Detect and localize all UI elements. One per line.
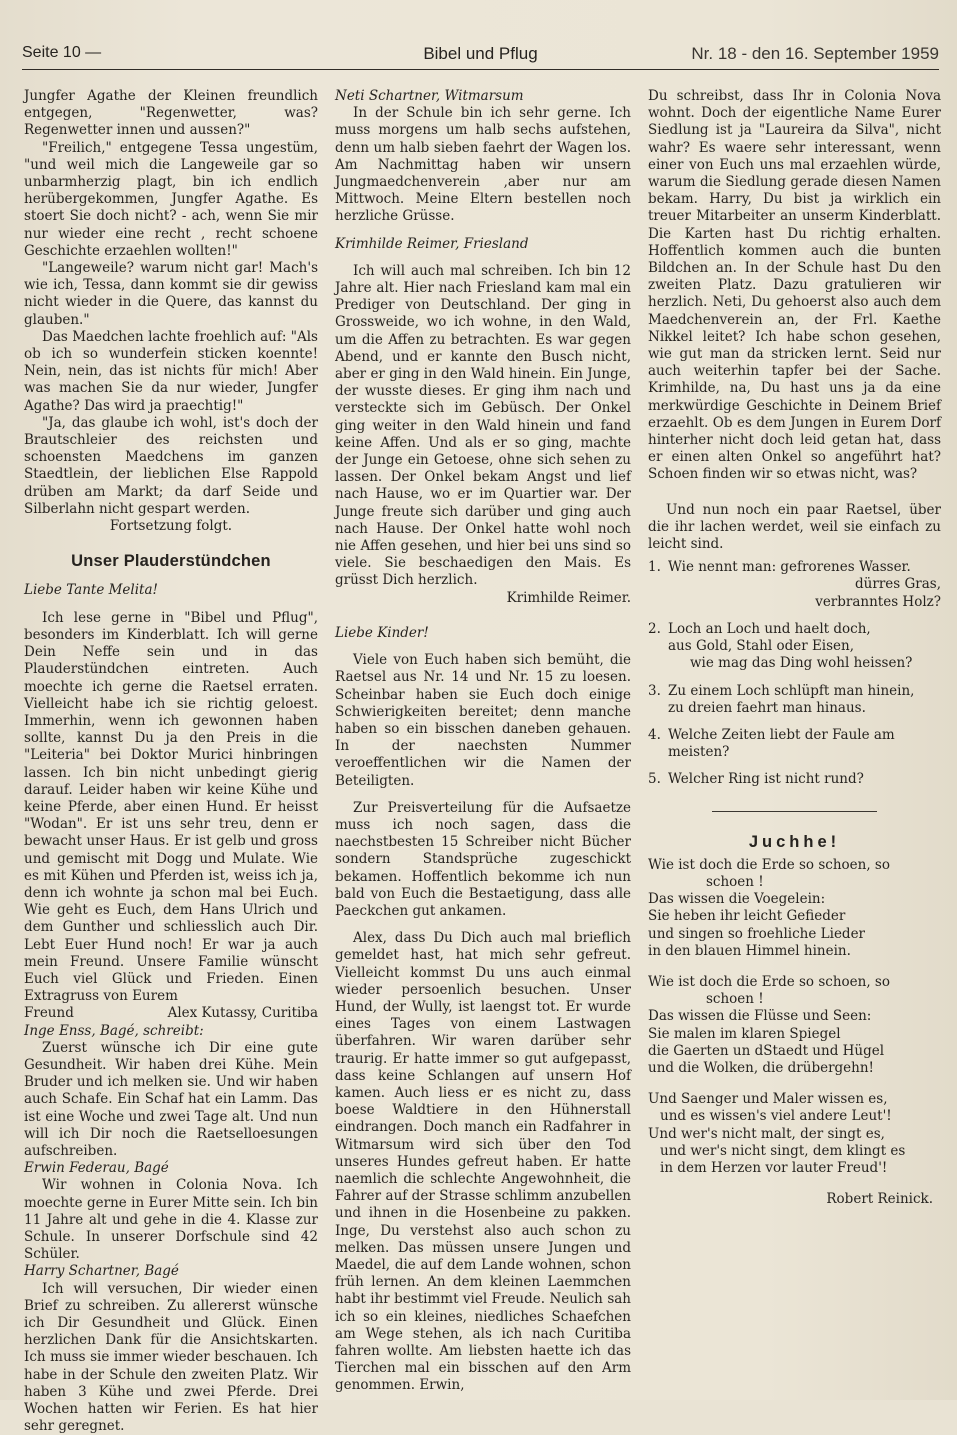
- closing-word: Freund: [24, 1005, 74, 1022]
- poem-line: in den blauen Himmel hinein.: [648, 942, 851, 959]
- spacer: [648, 484, 941, 502]
- page-number: Seite 10 —: [22, 44, 102, 61]
- story-paragraph: Jungfer Agathe der Kleinen freundlich entgegen, "Regenwetter, was? Regenwetter innen und aussen?": [24, 88, 318, 139]
- reply-paragraph: Du schreibst, dass Ihr in Colonia Nova wohnt. Doch der eigentliche Name Eurer Siedlung ist ja "Laureira da Silva", nicht wahr? Es waere sehr interessant, wenn einer von Euch uns mal erzaehlen würde, warum die Siedlung gerade diesen Namen bekam. Harry, Du bist ja wirklich ein treuer Mitarbeiter an unserm Kinderblatt. Die Karten hast Du richtig erhalten. Hoffentlich kommen auch die bunten Bildchen an. In der Schule hast Du den zweiten Platz. Dazu gratulieren wir herzlich. Neti, Du gehoerst also auch dem Maedchenverein an, der Frl. Kaethe Nikkel leitet? Ich habe schon gesehen, wie gut man da stricken lernt. Seid nur auch weiterhin tapfer bei der Sache. Krimhilde, na, Du hast uns ja da eine merkwürdige Geschichte in Deinem Brief erzaehlt. Ob es dem Jungen in Eurem Dorf hinterher nicht doch leid getan hat, dass er einen alten Onkel so angeführt hat? Schoen finden wir so etwas nicht, was?: [648, 88, 941, 483]
- poem-line: schoen !: [706, 873, 764, 890]
- riddle-text: [668, 621, 941, 673]
- column-middle: [335, 88, 631, 1394]
- riddle-line: zu dreien faehrt man hinaus.: [668, 699, 866, 716]
- riddle-number: 5.: [648, 771, 661, 788]
- riddle-number: 4.: [648, 726, 661, 743]
- riddle-list: [648, 559, 941, 788]
- riddle-text: Welcher Ring ist nicht rund?: [668, 771, 864, 788]
- riddle-line: Zu einem Loch schlüpft man hinein,: [668, 682, 915, 699]
- letter-author: Inge Enss, Bagé, schreibt:: [24, 1022, 204, 1039]
- poem-line: in dem Herzen vor lauter Freud'!: [660, 1159, 888, 1176]
- reply-salutation: Liebe Kinder!: [335, 624, 429, 641]
- letter-body: Ich will auch mal schreiben. Ich bin 12 Jahre alt. Hier nach Friesland kam mal ein Prediger von Deutschland. Der ging in Grossweide, wo ich wohne, in den Wald, um die Affen zu betrachten. Es war gegen Abend, und er kannte den Busch nicht, aber er ging in den Wald hinein. Ein Junge, der wusste dieses. Er ging ihm nach und versteckte sich im Gebüsch. Der Onkel ging weiter in den Wald hinein und fand keine Affen. Und als er so ging, machte der Junge ein Getoese, ohne sich sehen zu lassen. Der Onkel bekam Angst und lief nach Hause, wo er im Quartier war. Der Junge freute sich darüber und ging auch nach Hause. Der Onkel hatte wohl noch nie Affen gesehen, und hier bei uns sind so viele. Sie beschaedigen den Mais. Es grüsst Dich herzlich.: [335, 262, 631, 589]
- column-right: [648, 88, 941, 1388]
- spacer: [24, 600, 318, 610]
- letter-body: Zuerst wünsche ich Dir eine gute Gesundheit. Wir haben drei Kühe. Mein Bruder und ich melken sie. Und wir haben auch Schafe. Ein Schaf hat ein Lamm. Das ist eine Woche und zwei Tage alt. Und nun will ich Dir noch die Raetselloesungen aufschreiben.: [24, 1039, 318, 1159]
- spacer: [335, 920, 631, 930]
- spacer: [335, 790, 631, 800]
- poem-stanza: [648, 1091, 941, 1177]
- poem-stanza: [648, 974, 941, 1077]
- riddle-item: [648, 727, 941, 761]
- letter-signature: Alex Kutassy, Curitiba: [167, 1005, 318, 1022]
- letter-author: Neti Schartner, Witmarsum: [335, 88, 524, 104]
- riddle-line: Wie nennt man: gefrorenes Wasser.: [668, 559, 911, 576]
- riddle-item: [648, 683, 941, 717]
- riddle-number: 3.: [648, 682, 661, 699]
- story-paragraph: "Freilich," entgegene Tessa ungestüm, "und weil mich die Langeweile gar so unbarmherzig plagt, bin ich endlich herübergekommen, Jungfer Agathe. Es stoert Sie doch nicht? - ach, wenn Sie mir nur wieder eine recht , recht schoene Geschichte erzaehlen wollten!": [24, 139, 318, 259]
- poem-line: schoen !: [706, 991, 764, 1008]
- letter-body: In der Schule bin ich sehr gerne. Ich muss morgens um halb sechs aufstehen, denn um halb sieben faehrt der Wagen los. Am Nachmittag haben wir unsern Jungmaedchenverein ,aber nur am Mittwoch. Meine Eltern bestellen noch herzliche Grüsse.: [335, 105, 631, 225]
- letter-closing: [24, 1005, 318, 1022]
- section-title: Unser Plauderstündchen: [71, 552, 271, 571]
- poem-title: Juchhe!: [748, 832, 841, 851]
- riddle-text: [668, 683, 941, 717]
- poem-line: Das wissen die Voegelein:: [648, 891, 826, 908]
- riddle-item: [648, 621, 941, 673]
- spacer: [335, 642, 631, 652]
- poem-author: Robert Reinick.: [826, 1191, 933, 1208]
- reply-paragraph: Viele von Euch haben sich bemüht, die Raetsel aus Nr. 14 und Nr. 15 zu loesen. Scheinbar haben sie Euch doch einige Schwierigkeiten bereitet; denn manche haben so ein bisschen daneben gehauen. In der naechsten Nummer veroeffentlichen wir die Namen der Beteiligten.: [335, 652, 631, 789]
- reply-paragraph: Zur Preisverteilung für die Aufsaetze muss ich noch sagen, dass die naechstbesten 15 Schreiber nicht Bücher sondern Standsprüche zugeschickt bekamen. Hoffentlich bekomme ich nun bald von Euch die Bestaetigung, dass alle Paeckchen gut ankamen.: [335, 799, 631, 919]
- spacer: [335, 607, 631, 625]
- riddle-text: Welche Zeiten liebt der Faule am meisten?: [668, 726, 895, 761]
- story-paragraph: Das Maedchen lachte froehlich auf: "Als ob ich so wunderfein sticken koennte! Nein, nein, das ist nichts für mich! Aber was machen Sie da nur wieder, Jungfer Agathe? Das wird ja praechtig!": [24, 328, 318, 414]
- riddle-number: 2.: [648, 620, 661, 637]
- riddle-line: aus Gold, Stahl oder Eisen,: [668, 638, 855, 655]
- riddle-line: wie mag das Ding wohl heissen?: [690, 655, 913, 672]
- header-rule: [22, 69, 939, 70]
- poem-line: und singen so froehliche Lieder: [648, 925, 866, 942]
- riddle-item: [648, 771, 941, 788]
- poem-stanza: [648, 857, 941, 960]
- riddle-number: 1.: [648, 559, 661, 576]
- section-divider: [712, 811, 877, 812]
- poem-line: und die Wolken, die drübergehn!: [648, 1059, 874, 1076]
- reply-paragraph: Alex, dass Du Dich auch mal brieflich gemeldet hast, hat mich sehr gefreut. Vielleicht kommst Du uns auch einmal wieder persoenlich besuchen. Unser Hund, der Wully, ist laengst tot. Er wurde eines Tages von einem Lastwagen überfahren. Wir waren darüber sehr traurig. Er hatte immer so gut aufgepasst, dass keine Schlangen auf unsern Hof kamen. Auch liess er es nicht zu, dass boese Waldtiere in den Hühnerstall eindrangen. Doch manch ein Radfahrer in Witmarsum wird sich über den Tod unseres Hundes gefreut haben. Er hatte naemlich die schlechte Angewohnheit, die Fahrer auf der Strasse schlimm anzubellen und ihnen in die Hosenbeine zu pakken. Inge, Du verstehst also auch schon zu melken. Das müssen unsere Jungen und Maedel, die auf dem Lande wohnen, schon früh lernen. An dem kleinen Laemmchen habt ihr bestimmt viel Freude. Neulich sah ich so ein kleines, niedliches Schaefchen am Wege stehen, als ich nach Curitiba fahren wollte. Am liebsten haette ich das Tierchen mal ein bisschen auf den Arm genommen. Erwin,: [335, 930, 631, 1394]
- issue-date: Nr. 18 - den 16. September 1959: [691, 44, 939, 63]
- poem-line: Sie malen im klaren Spiegel: [648, 1025, 841, 1042]
- story-paragraph: "Langeweile? warum nicht gar! Mach's wie ich, Tessa, dann kommt sie dir gewiss nicht wieder in die Quere, das kannst du glauben.": [24, 260, 318, 328]
- riddle-item: [648, 559, 941, 611]
- poem-line: Und wer's nicht malt, der singt es,: [648, 1125, 885, 1142]
- letter-author: Erwin Federau, Bagé: [24, 1160, 169, 1177]
- riddle-line: verbranntes Holz?: [815, 593, 941, 610]
- letter-author: Harry Schartner, Bagé: [24, 1263, 179, 1280]
- letter-body: Wir wohnen in Colonia Nova. Ich moechte gerne in Eurer Mitte sein. Ich bin 11 Jahre alt und gehe in die 4. Klasse zur Schule. In unserer Dorfschule sind 42 Schüler.: [24, 1177, 318, 1263]
- page-header: [22, 40, 939, 70]
- riddle-text: [668, 559, 941, 611]
- letter-body: Ich will versuchen, Dir wieder einen Brief zu schreiben. Zu allererst wünsche ich Dir Gesundheit und Glück. Einen herzlichen Dank für die Ansichtskarten. Ich muss sie immer wieder beschauen. Ich habe in der Schule den zweiten Platz. Wir haben 3 Kühe und zwei Pferde. Drei Wochen hatten wir Ferien. Es hat hier sehr geregnet.: [24, 1280, 318, 1435]
- poem-line: Wie ist doch die Erde so schoen, so: [648, 856, 890, 873]
- publication-title: Bibel und Pflug: [423, 44, 538, 63]
- letter-salutation: Liebe Tante Melita!: [24, 582, 158, 599]
- riddle-line: Loch an Loch und haelt doch,: [668, 620, 871, 637]
- spacer: [335, 226, 631, 236]
- poem-line: Und Saenger und Maler wissen es,: [648, 1091, 888, 1108]
- story-paragraph: "Ja, das glaube ich wohl, ist's doch der Brautschleier des reichsten und schoensten Maedchens im ganzen Staedtlein, der lieblichen Else Rappold drüben am Markt; da darf Seide und Silberlahn nicht gespart werden.: [24, 414, 318, 517]
- spacer: [335, 253, 631, 263]
- letter-body: Ich lese gerne in "Bibel und Pflug", besonders im Kinderblatt. Ich will gerne Dein Neffe sein und in das Plauderstündchen eintreten. Auch moechte ich gerne die Raetsel erraten. Vielleicht habe ich sie richtig geloest. Immerhin, wenn ich gewonnen haben sollte, kannst Du ja den Preis in die "Leiteria" bei Doktor Murici hinbringen lassen. Ich bin nicht unbedingt gierig darauf. Leider haben wir keine Kühe und keine Pferde, aber einen Hund. Er heisst "Wodan". Er ist uns sehr treu, denn er bewacht unser Haus. Er ist gelb und gross und gemischt mit Dogg und Mulate. Wie es mit Kühen und Pferden ist, weiss ich ja, denn ich wohnte ja schon mal bei Euch. Wie geht es Euch, dem Hans Ulrich und dem Gunther und schliesslich auch Dir. Lebt Euer Hund noch! Er war ja auch mein Freund. Unsere Familie wünscht Euch viel Glück und Frieden. Einen Extragruss von Eurem: [24, 609, 318, 1005]
- poem-line: und wer's nicht singt, dem klingt es: [660, 1142, 906, 1159]
- letter-author: Krimhilde Reimer, Friesland: [335, 235, 529, 252]
- poem-line: Das wissen die Flüsse und Seen:: [648, 1008, 872, 1025]
- continuation-note: Fortsetzung folgt.: [109, 518, 233, 535]
- poem-line: die Gaerten un dStaedt und Hügel: [648, 1042, 885, 1059]
- letter-signature: Krimhilde Reimer.: [506, 589, 631, 606]
- column-left: [24, 88, 318, 1435]
- poem-line: und es wissen's viel andere Leut'!: [660, 1108, 892, 1125]
- poem-line: Wie ist doch die Erde so schoen, so: [648, 973, 890, 990]
- reply-paragraph: Und nun noch ein paar Raetsel, über die ihr lachen werdet, weil sie einfach zu leicht sind.: [648, 501, 941, 553]
- riddle-line: dürres Gras,: [855, 576, 941, 593]
- poem-line: Sie heben ihr leicht Gefieder: [648, 908, 846, 925]
